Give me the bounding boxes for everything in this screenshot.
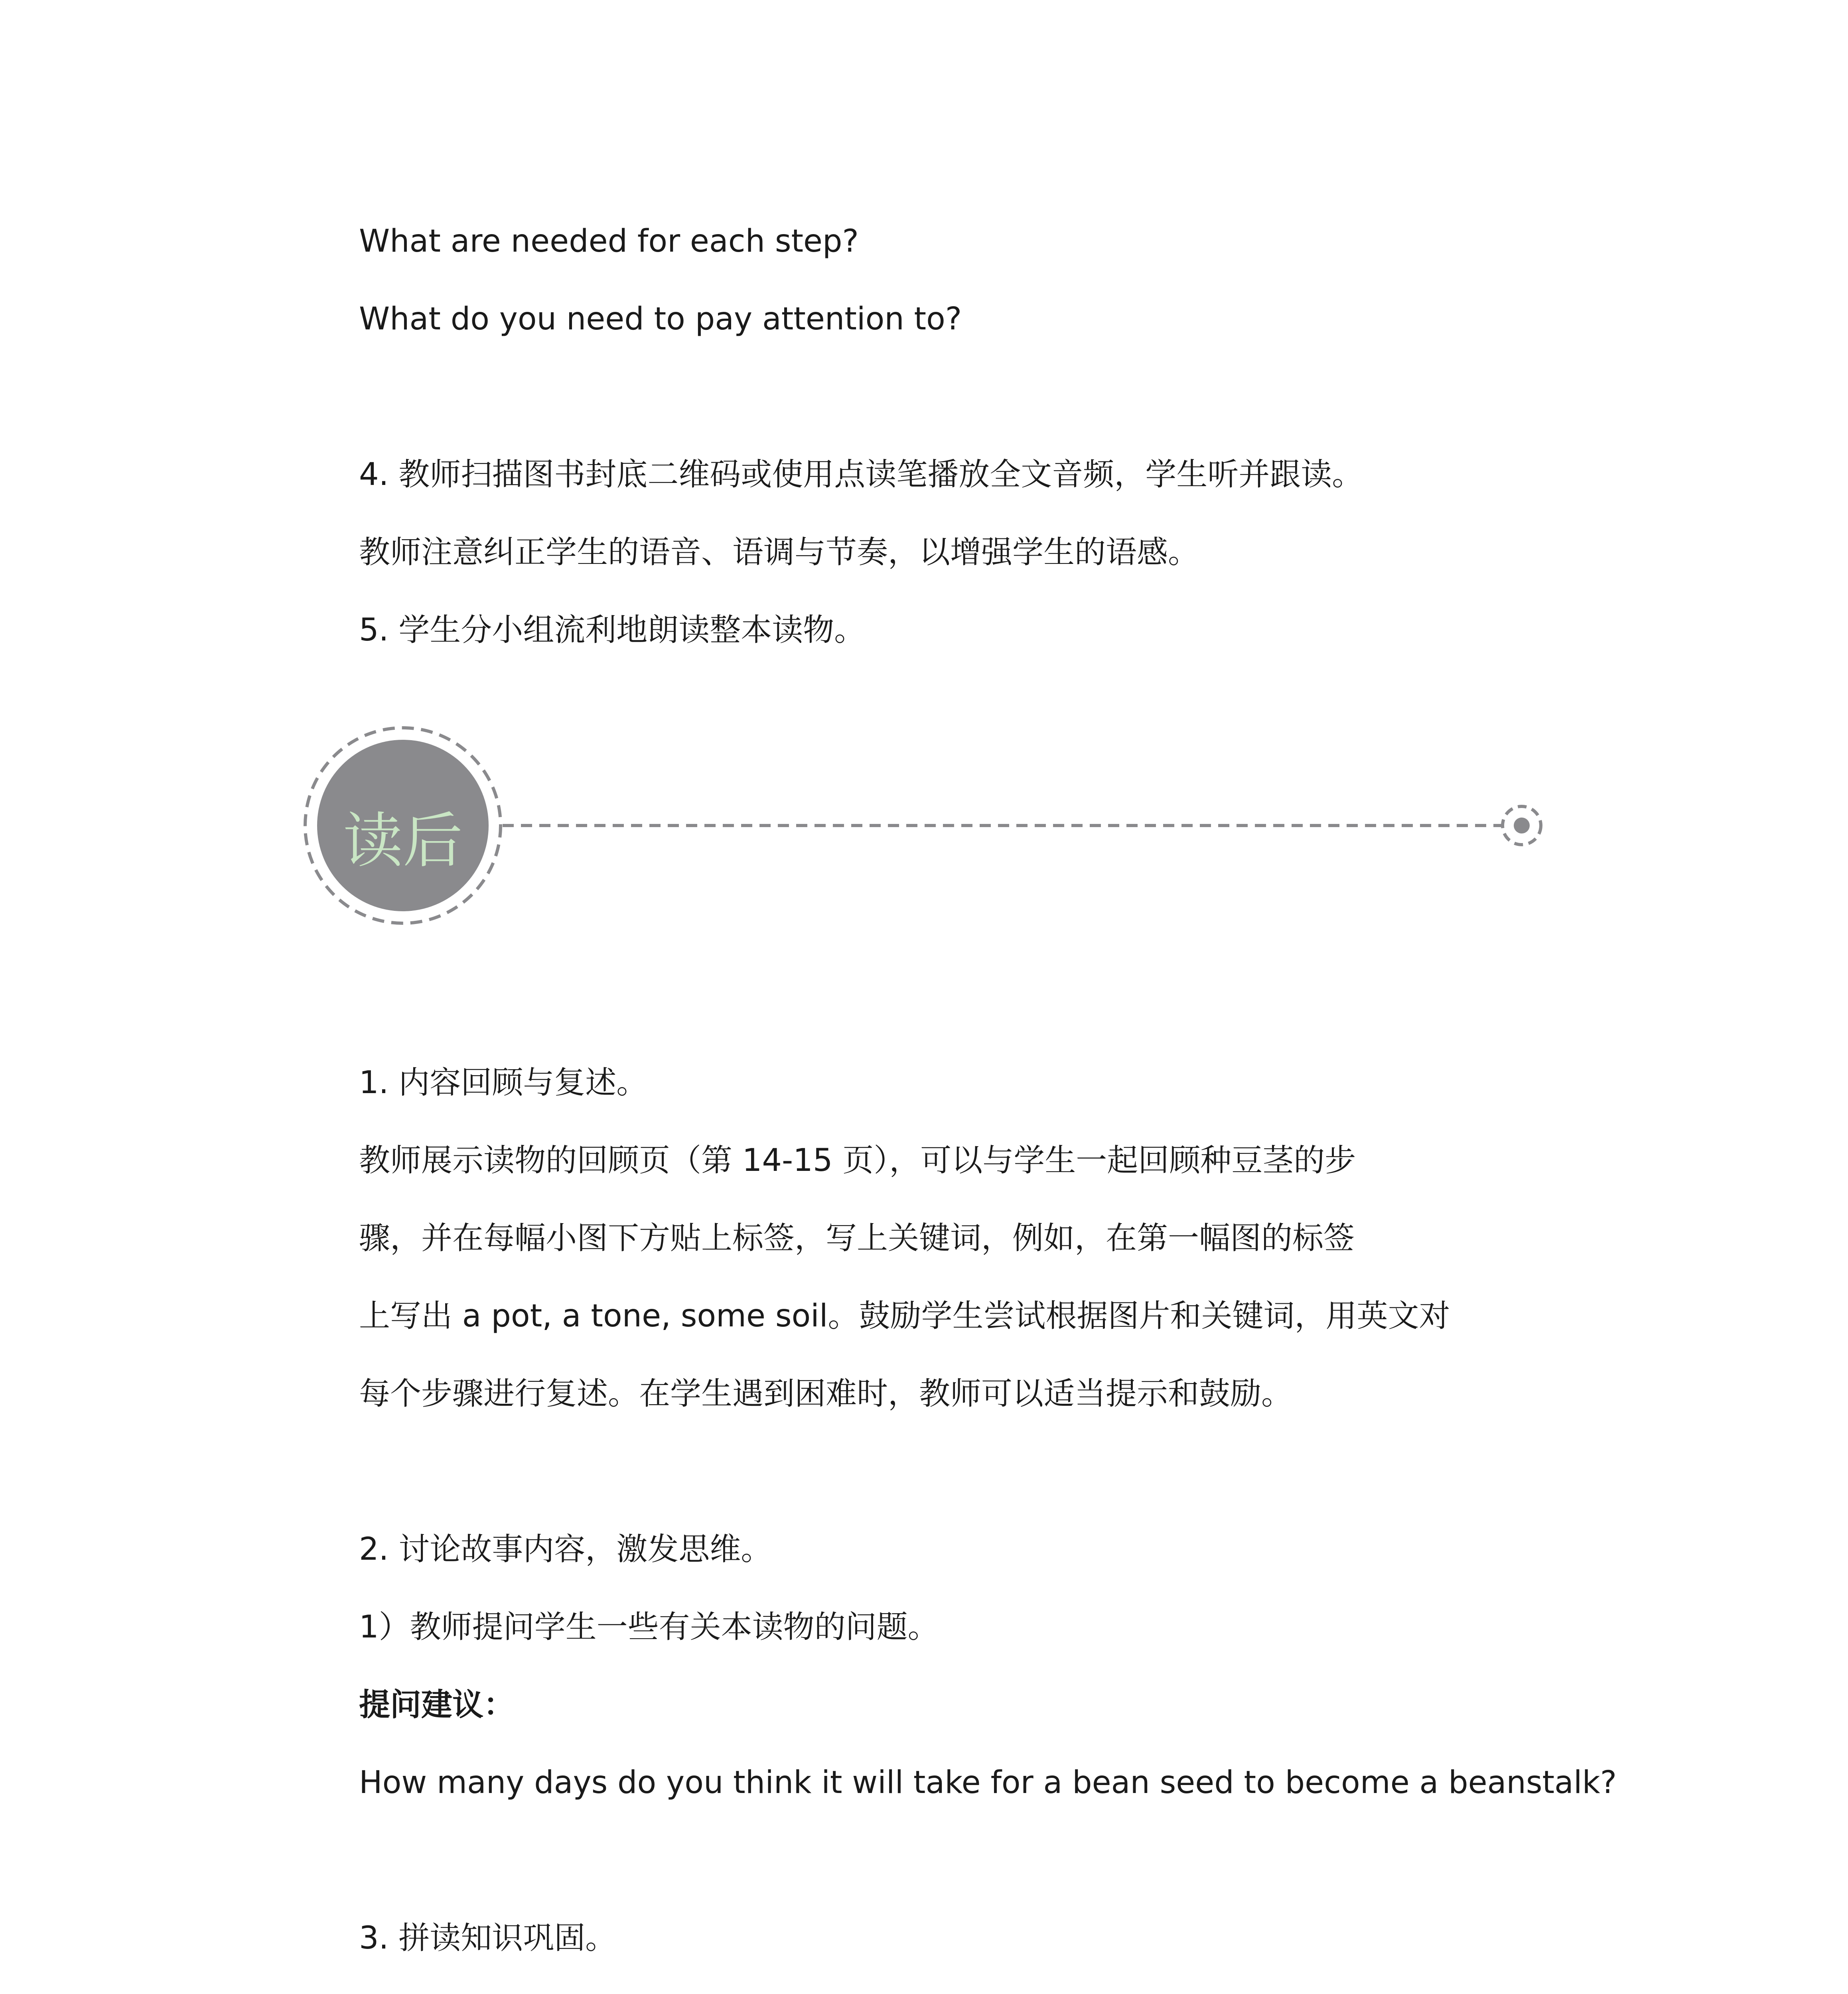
step-4-line-2: 教师注意纠正学生的语音、语调与节奏，以增强学生的语感。	[359, 534, 1199, 570]
item-1-para-line-4: 每个步骤进行复述。在学生遇到困难时，教师可以适当提示和鼓励。	[359, 1376, 1293, 1412]
section-label: 读后	[343, 806, 463, 876]
item-2-sub-1: 1）教师提问学生一些有关本读物的问题。	[359, 1609, 939, 1645]
question-attention: What do you need to pay attention to?	[359, 301, 962, 337]
step-4-line-1: 4. 教师扫描图书封底二维码或使用点读笔播放全文音频，学生听并跟读。	[359, 457, 1363, 493]
item-1-para-line-1: 教师展示读物的回顾页（第 14-15 页），可以与学生一起回顾种豆茎的步	[359, 1143, 1356, 1178]
item-3-title: 3. 拼读知识巩固。	[359, 1920, 617, 1956]
item-1-title: 1. 内容回顾与复述。	[359, 1065, 648, 1101]
item-2-title: 2. 讨论故事内容，激发思维。	[359, 1531, 772, 1567]
item-1-para-line-2: 骤，并在每幅小图下方贴上标签，写上关键词，例如，在第一幅图的标签	[359, 1220, 1355, 1256]
step-5: 5. 学生分小组流利地朗读整本读物。	[359, 612, 866, 648]
item-1-para-line-3: 上写出 a pot, a tone, some soil。鼓励学生尝试根据图片和关键词，用英文对	[359, 1298, 1450, 1334]
question-suggestion-heading: 提问建议：	[359, 1687, 515, 1723]
question-bean-days: How many days do you think it will take for a bean seed to become a beanstalk?	[359, 1765, 1617, 1801]
question-steps-needed: What are needed for each step?	[359, 223, 859, 259]
